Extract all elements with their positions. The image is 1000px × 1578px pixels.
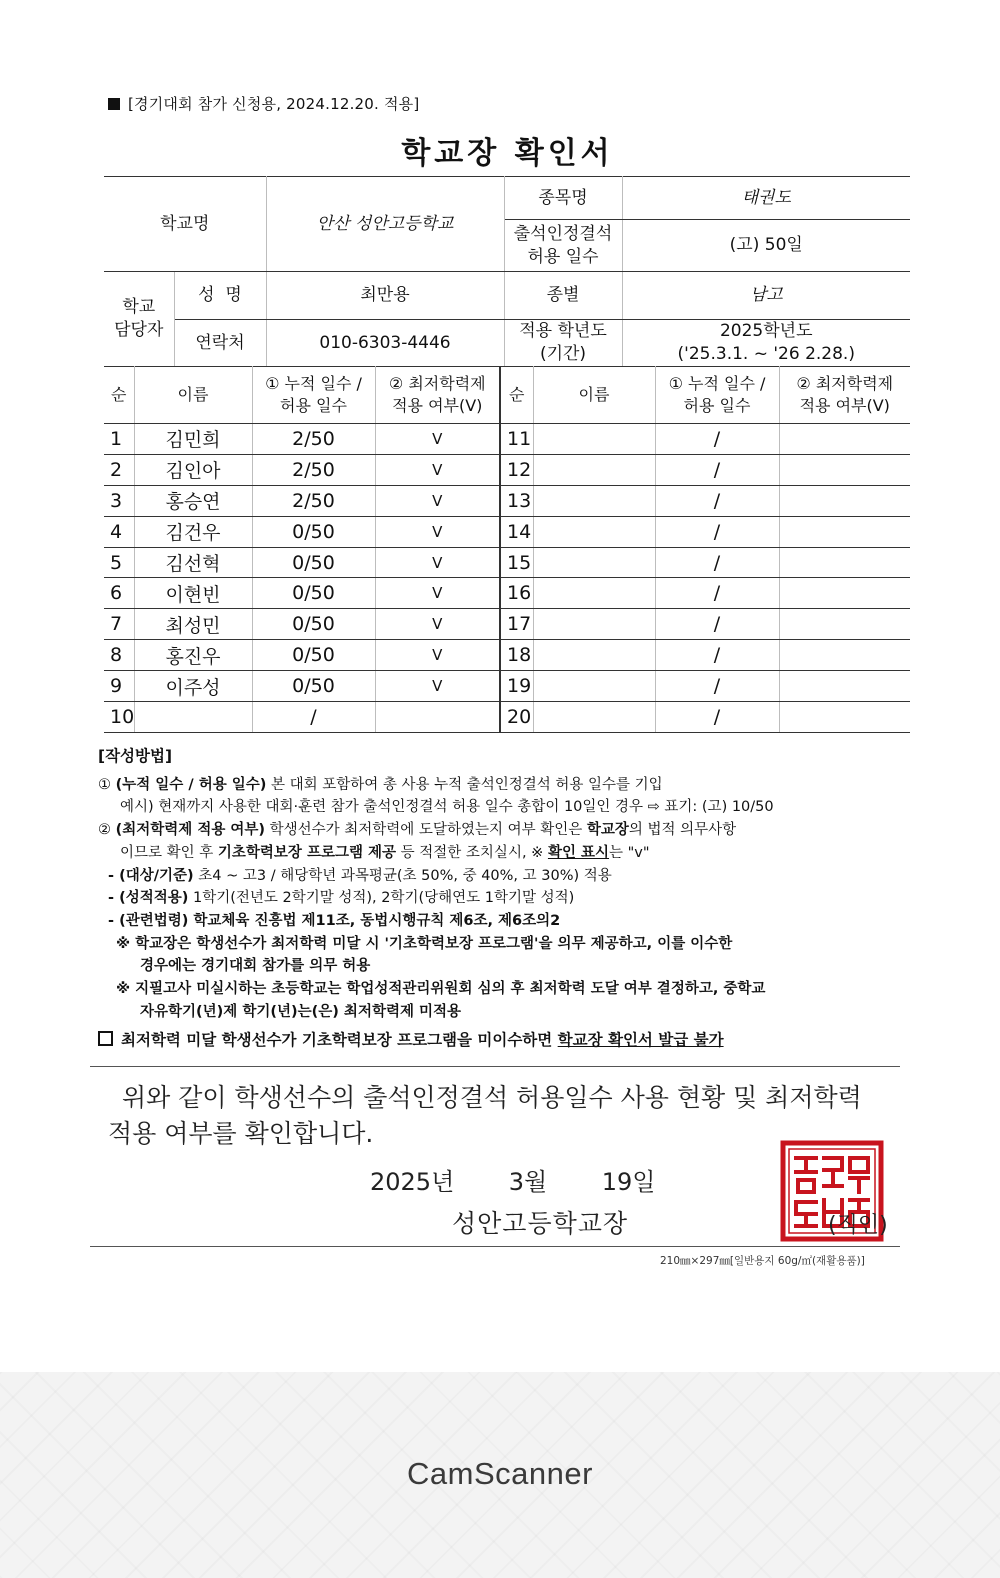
- seal-label: (직인): [828, 1213, 888, 1238]
- bullet-target: [98, 865, 910, 888]
- row-name-right: [533, 578, 655, 609]
- bullet-grades-bold: - (성적적용): [108, 890, 189, 907]
- row-days: 0/50: [252, 516, 375, 547]
- special-note-1-line1: ※ 학교장은 학생선수가 최저학력 미달 시 '기초학력보장 프로그램'을 의무 제공하고, 이를 이수한: [116, 935, 733, 952]
- row-seq-right: 20: [500, 702, 533, 733]
- row-seq-right: 17: [500, 609, 533, 640]
- row-name: 김민희: [134, 424, 252, 455]
- seq-header-right: 순: [500, 367, 533, 424]
- row-name-right: [533, 671, 655, 702]
- row-days: /: [252, 702, 375, 733]
- row-days-right: /: [655, 485, 779, 516]
- manager-label-line2: 담당자: [114, 320, 164, 340]
- special-note-2-line2: [98, 1001, 910, 1024]
- table-row: [104, 516, 910, 547]
- issue-date: [370, 1162, 656, 1197]
- note-2: [98, 819, 910, 842]
- row-check-right: [779, 702, 910, 733]
- min-academic-header-line2: 적용 여부(V): [392, 396, 483, 415]
- special-note-1-line2-text: 경우에는 경기대회 참가를 의무 허용: [140, 958, 371, 975]
- row-seq-right: 18: [500, 640, 533, 671]
- name-value: 최만용: [266, 272, 504, 320]
- note-2-line2-b: 등 적절한 조치실시, ※: [396, 844, 548, 861]
- row-seq: 6: [104, 578, 134, 609]
- allowed-days-label-line1: 출석인정결석: [513, 223, 613, 244]
- row-days: 0/50: [252, 640, 375, 671]
- divider-top: [90, 1066, 900, 1067]
- instructions-heading: [작성방법]: [98, 747, 173, 765]
- allowed-days-value: (고) 50일: [622, 220, 910, 272]
- row-days: 0/50: [252, 578, 375, 609]
- days-header-right-line2: 허용 일수: [683, 396, 751, 415]
- row-check: V: [375, 609, 500, 640]
- row-name: 김건우: [134, 516, 252, 547]
- bullet-grades: [98, 887, 910, 910]
- min-academic-header-right-line2: 적용 여부(V): [799, 396, 890, 415]
- row-check: V: [375, 424, 500, 455]
- row-name-right: [533, 485, 655, 516]
- school-label: 학교명: [104, 177, 266, 272]
- row-seq: 9: [104, 671, 134, 702]
- checkbox-square-icon: [98, 1031, 113, 1046]
- row-check-right: [779, 671, 910, 702]
- final-warning: [98, 1029, 910, 1052]
- row-name-right: [533, 609, 655, 640]
- note-1: [98, 774, 910, 797]
- row-days: 0/50: [252, 671, 375, 702]
- row-days-right: /: [655, 454, 779, 485]
- row-seq-right: 13: [500, 485, 533, 516]
- special-note-1: [98, 933, 910, 956]
- row-seq: 4: [104, 516, 134, 547]
- row-name: 이주성: [134, 671, 252, 702]
- row-check-right: [779, 485, 910, 516]
- row-days-right: /: [655, 547, 779, 578]
- header-note: [108, 93, 419, 114]
- row-seq: 5: [104, 547, 134, 578]
- row-seq-right: 19: [500, 671, 533, 702]
- note-2-bold-b: 학교장: [586, 822, 629, 839]
- row-seq: 8: [104, 640, 134, 671]
- row-name: 홍승연: [134, 485, 252, 516]
- table-row: [104, 485, 910, 516]
- note-2-line2-c: 는 "v": [609, 844, 650, 861]
- row-days: 2/50: [252, 424, 375, 455]
- year-value: [622, 320, 910, 367]
- row-seq: 3: [104, 485, 134, 516]
- year-label-line2: (기간): [539, 344, 587, 364]
- paper-spec: 210㎜×297㎜[일반용지 60g/㎡(재활용품)]: [660, 1255, 865, 1267]
- row-days-right: /: [655, 424, 779, 455]
- row-check: V: [375, 640, 500, 671]
- row-seq-right: 11: [500, 424, 533, 455]
- row-seq-right: 15: [500, 547, 533, 578]
- special-note-2: [98, 978, 910, 1001]
- special-note-1-line2: [98, 955, 910, 978]
- date-year: 2025년: [370, 1168, 455, 1196]
- row-seq: 10: [104, 702, 134, 733]
- special-note-2-line1: ※ 지필고사 미실시하는 초등학교는 학업성적관리위원회 심의 후 최저학력 도달 여부 결정하고, 중학교: [116, 981, 766, 998]
- name-header: 이름: [134, 367, 252, 424]
- year-label: [504, 320, 622, 367]
- row-days: 0/50: [252, 609, 375, 640]
- row-name: 이현빈: [134, 578, 252, 609]
- contact-value: 010-6303-4446: [266, 320, 504, 367]
- seq-header: 순: [104, 367, 134, 424]
- bullet-target-bold: - (대상/기준): [108, 867, 194, 884]
- row-name: [134, 702, 252, 733]
- document-title: 학교장 확인서: [401, 136, 614, 171]
- row-days: 2/50: [252, 454, 375, 485]
- circled-one: ①: [98, 776, 111, 793]
- note-2-text-c: 의 법적 의무사항: [628, 822, 737, 839]
- signer-name: 성안고등학교장: [452, 1209, 629, 1238]
- min-academic-header-line1: ② 최저학력제: [388, 373, 486, 393]
- event-label: 종목명: [504, 177, 622, 220]
- row-seq: 7: [104, 609, 134, 640]
- row-seq-right: 12: [500, 454, 533, 485]
- year-label-line1: 적용 학년도: [519, 321, 607, 342]
- days-header-right-line1: ① 누적 일수 /: [668, 373, 766, 393]
- row-name-right: [533, 516, 655, 547]
- year-value-line1: 2025학년도: [719, 321, 813, 342]
- instructions-section: [98, 745, 910, 1052]
- row-name: 김인아: [134, 454, 252, 485]
- circled-two: ②: [98, 822, 111, 839]
- allowed-days-label-line2: 허용 일수: [527, 246, 599, 267]
- row-seq-right: 14: [500, 516, 533, 547]
- row-check-right: [779, 547, 910, 578]
- min-academic-header-right-line1: ② 최저학력제: [796, 373, 894, 393]
- row-name: 홍진우: [134, 640, 252, 671]
- note-2-bold: (최저학력제 적용 여부): [115, 822, 266, 839]
- row-days-right: /: [655, 578, 779, 609]
- manager-label: [104, 272, 174, 367]
- note-2-line2-bold: 기초학력보장 프로그램 제공: [217, 844, 397, 861]
- row-check-right: [779, 609, 910, 640]
- row-days-right: /: [655, 516, 779, 547]
- square-bullet-icon: [108, 98, 120, 110]
- row-name-right: [533, 424, 655, 455]
- contact-label: 연락처: [174, 320, 266, 367]
- row-days-right: /: [655, 609, 779, 640]
- header-note-text: [경기대회 참가 신청용, 2024.12.20. 적용]: [128, 95, 420, 113]
- bullet-law-bold: - (관련법령): [108, 912, 189, 929]
- camscanner-watermark: CamScanner: [407, 1456, 593, 1491]
- row-days: 2/50: [252, 485, 375, 516]
- year-value-line2: ('25.3.1. ~ '26 2.28.): [677, 344, 855, 364]
- row-seq: 2: [104, 454, 134, 485]
- bullet-law: [98, 910, 910, 933]
- row-name: 최성민: [134, 609, 252, 640]
- row-check: V: [375, 578, 500, 609]
- name-label: 성 명: [174, 272, 266, 320]
- student-roster-table: [104, 366, 910, 733]
- confirmation-line2: 적용 여부를 확인합니다.: [108, 1119, 374, 1148]
- row-days-right: /: [655, 640, 779, 671]
- gender-value: 남고: [622, 272, 910, 320]
- bullet-grades-text: 1학기(전년도 2학기말 성적), 2학기(당해연도 1학기말 성적): [188, 890, 575, 907]
- gender-label: 종별: [504, 272, 622, 320]
- table-row: [104, 640, 910, 671]
- row-check: [375, 702, 500, 733]
- table-row: [104, 547, 910, 578]
- bullet-target-text: 초4 ~ 고3 / 해당학년 과목평균(초 50%, 중 40%, 고 30%) 적용: [193, 867, 612, 884]
- table-row: [104, 424, 910, 455]
- row-check-right: [779, 578, 910, 609]
- row-name: 김선혁: [134, 547, 252, 578]
- event-value: 태권도: [622, 177, 910, 220]
- divider-bottom: [90, 1246, 900, 1247]
- table-row: [104, 578, 910, 609]
- final-warning-text: 최저학력 미달 학생선수가 기초학력보장 프로그램을 미이수하면: [121, 1031, 558, 1050]
- row-seq: 1: [104, 424, 134, 455]
- row-check-right: [779, 640, 910, 671]
- row-name-right: [533, 547, 655, 578]
- row-seq-right: 16: [500, 578, 533, 609]
- days-header: [252, 367, 375, 424]
- min-academic-header: [375, 367, 500, 424]
- row-check: V: [375, 547, 500, 578]
- name-header-right: 이름: [533, 367, 655, 424]
- confirmation-line1: 위와 같이 학생선수의 출석인정결석 허용일수 사용 현황 및 최저학력: [122, 1083, 862, 1112]
- table-row: [104, 609, 910, 640]
- min-academic-header-right: [779, 367, 910, 424]
- date-month: 3월: [508, 1168, 548, 1196]
- table-row: [104, 671, 910, 702]
- row-days-right: /: [655, 671, 779, 702]
- final-warning-underline: 학교장 확인서 발급 불가: [557, 1031, 724, 1050]
- note-2-line2-a: 이므로 확인 후: [120, 844, 218, 861]
- note-1-text: 본 대회 포함하여 총 사용 누적 출석인정결석 허용 일수를 기입: [266, 776, 663, 793]
- days-header-line2: 허용 일수: [280, 396, 347, 415]
- date-day: 19일: [601, 1168, 656, 1196]
- row-check: V: [375, 485, 500, 516]
- table-row: [104, 702, 910, 733]
- row-name-right: [533, 702, 655, 733]
- row-check-right: [779, 516, 910, 547]
- row-check-right: [779, 424, 910, 455]
- allowed-days-label: [504, 220, 622, 272]
- row-days: 0/50: [252, 547, 375, 578]
- row-check: V: [375, 454, 500, 485]
- note-1-bold: (누적 일수 / 허용 일수): [115, 776, 267, 793]
- info-form-table: [104, 176, 910, 367]
- table-row: [104, 454, 910, 485]
- note-2-text-a: 학생선수가 최저학력에 도달하였는지 여부 확인은: [265, 822, 587, 839]
- row-check-right: [779, 454, 910, 485]
- note-2-line2: [98, 842, 910, 865]
- row-check: V: [375, 671, 500, 702]
- days-header-line1: ① 누적 일수 /: [265, 373, 362, 393]
- note-2-line2-underline: 확인 표시: [547, 844, 610, 861]
- school-value: 안산 성안고등학교: [266, 177, 504, 272]
- row-name-right: [533, 640, 655, 671]
- bullet-law-text: 학교체육 진흥법 제11조, 동법시행규칙 제6조, 제6조의2: [188, 912, 561, 929]
- note-1-example: 예시) 현재까지 사용한 대회·훈련 참가 출석인정결석 허용 일수 총합이 10일인 경우 ⇨ 표기: (고) 10/50: [120, 799, 774, 816]
- row-name-right: [533, 454, 655, 485]
- manager-label-line1: 학교: [122, 297, 156, 318]
- special-note-2-line2-text: 자유학기(년)제 학기(년)는(은) 최저학력제 미적용: [140, 1003, 462, 1020]
- days-header-right: [655, 367, 779, 424]
- row-check: V: [375, 516, 500, 547]
- row-days-right: /: [655, 702, 779, 733]
